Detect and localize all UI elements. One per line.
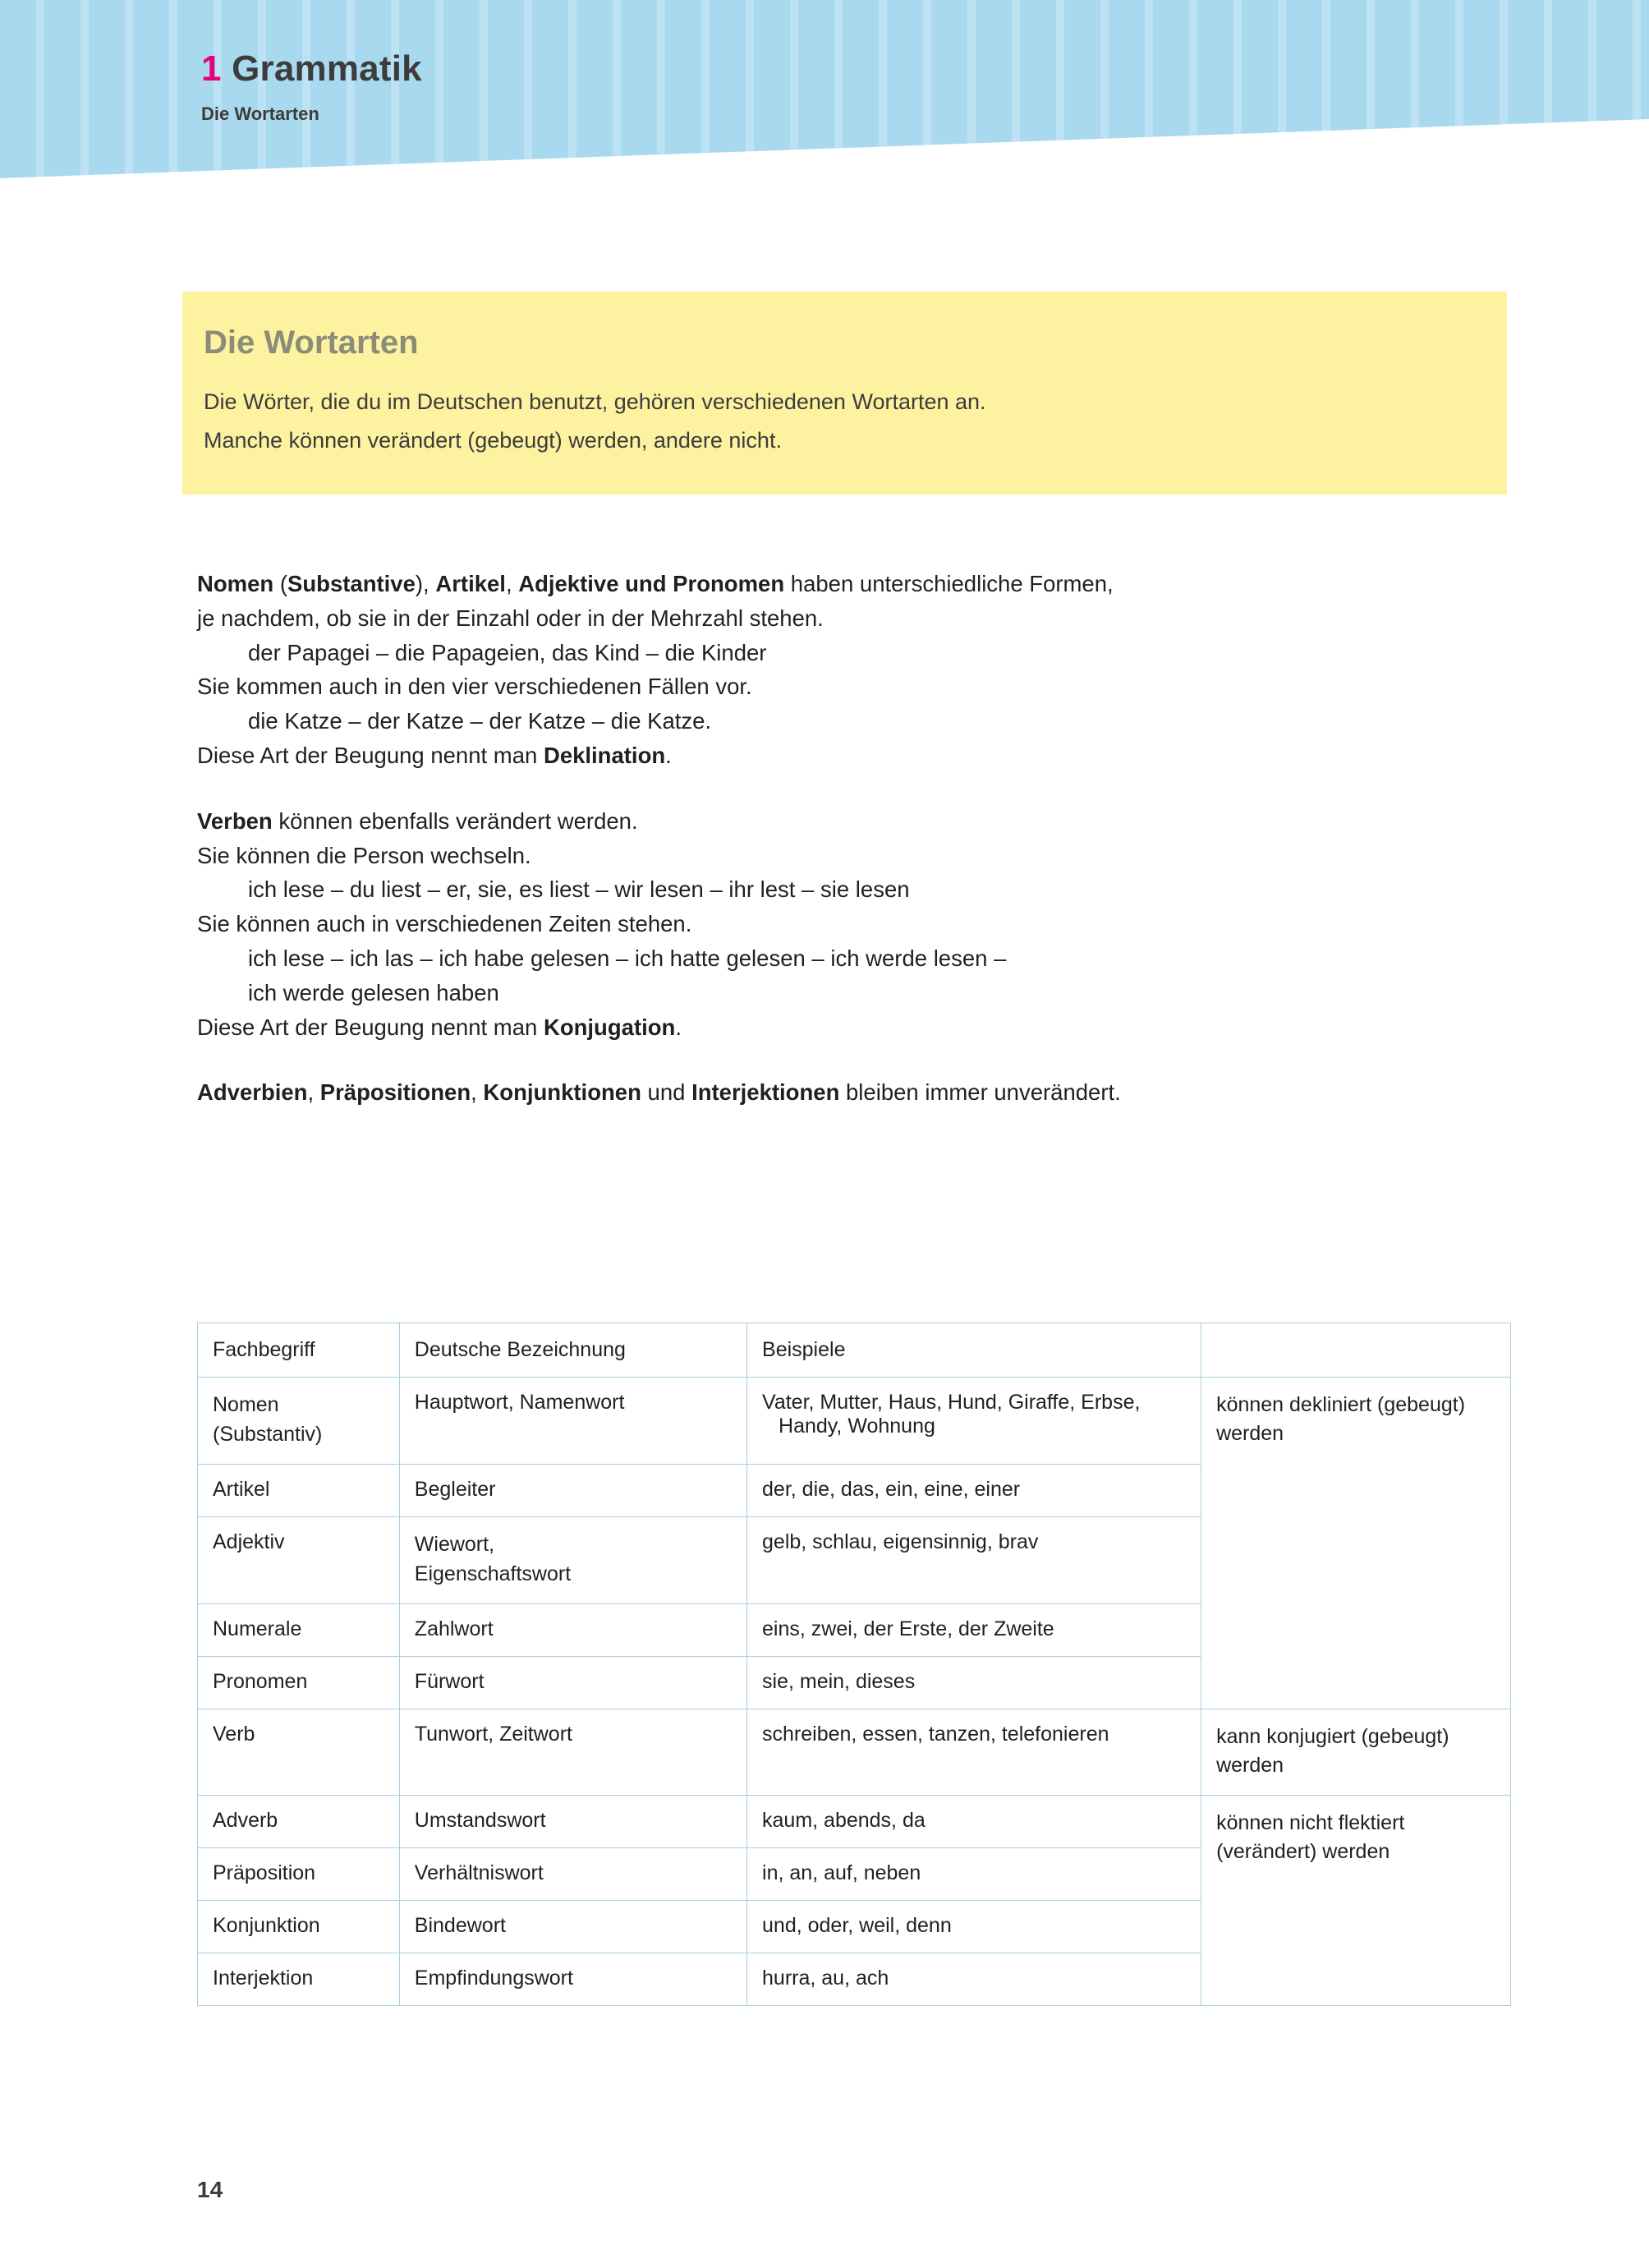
paragraph-konjugation — [197, 804, 1511, 1045]
note-konjugation: kann konjugiert (gebeugt) werden — [1201, 1709, 1511, 1796]
paragraph2-line3: Sie können auch in verschiedenen Zeiten stehen. — [197, 911, 692, 937]
examples-text: schreiben, essen, tanzen, telefonieren — [762, 1723, 1109, 1746]
cell-german: Tunwort, Zeitwort — [399, 1709, 746, 1796]
cell-examples — [747, 1709, 1201, 1796]
table-body — [198, 1378, 1511, 2006]
paragraph1-line1 — [197, 567, 1511, 601]
column-header-hinweis — [1201, 1323, 1511, 1378]
p3-sep-a: , — [307, 1079, 320, 1106]
column-header-fachbegriff: Fachbegriff — [198, 1323, 400, 1378]
paragraph-unveraenderlich — [197, 1075, 1511, 1110]
cell-german: Umstandswort — [399, 1796, 746, 1848]
paragraph2-example-1: ich lese – du liest – er, sie, es liest – wir lesen – ihr lest – sie lesen — [248, 876, 910, 903]
table-row — [198, 1709, 1511, 1796]
cell-german: Begleiter — [399, 1465, 746, 1517]
note-unveraenderlich: können nicht flektiert (verändert) werden — [1201, 1796, 1511, 2006]
p1-line4-start: Diese Art der Beugung nennt man — [197, 742, 544, 768]
cell-examples: sie, mein, dieses — [747, 1657, 1201, 1709]
paragraph2-example-2b: ich werde gelesen haben — [248, 979, 499, 1005]
examples-text: Vater, Mutter, Haus, Hund, Giraffe, Erbse, Handy, Wohnung — [762, 1391, 1141, 1438]
p2-line4-start: Diese Art der Beugung nennt man — [197, 1014, 544, 1040]
term-adverbien: Adverbien — [197, 1079, 308, 1106]
p3-rest: bleiben immer unverändert. — [839, 1079, 1121, 1106]
cell-german: Hauptwort, Namenwort — [399, 1378, 746, 1465]
intro-line-1: Die Wörter, die du im Deutschen benutzt, gehören verschiedenen Wortarten an. — [204, 389, 986, 414]
intro-title: Die Wortarten — [204, 324, 419, 361]
cell-term: Verb — [198, 1709, 400, 1796]
wortarten-table — [197, 1323, 1511, 2006]
chapter-heading — [201, 48, 422, 89]
cell-term: Konjunktion — [198, 1901, 400, 1953]
cell-german: Empfindungswort — [399, 1953, 746, 2006]
cell-term: Präposition — [198, 1848, 400, 1901]
cell-german: Fürwort — [399, 1657, 746, 1709]
term-artikel: Artikel — [435, 571, 506, 596]
column-header-beispiele: Beispiele — [747, 1323, 1201, 1378]
paragraph-deklination — [197, 567, 1511, 773]
term-interjektionen: Interjektionen — [691, 1079, 840, 1106]
paragraph1-line4 — [197, 738, 1511, 773]
cell-term: Numerale — [198, 1604, 400, 1657]
p3-sep-c: und — [641, 1079, 692, 1106]
p2-line1-rest: können ebenfalls verändert werden. — [272, 807, 638, 834]
cell-examples — [747, 1378, 1201, 1465]
p1-mid-a: ( — [273, 571, 288, 596]
paragraph2-line2: Sie können die Person wechseln. — [197, 842, 531, 868]
cell-german: Bindewort — [399, 1901, 746, 1953]
p1-mid-c: , — [505, 571, 519, 596]
body-copy — [197, 567, 1511, 1110]
cell-examples: kaum, abends, da — [747, 1796, 1201, 1848]
intro-box — [182, 292, 1507, 495]
term-deklination: Deklination — [543, 742, 666, 768]
cell-examples: und, oder, weil, denn — [747, 1901, 1201, 1953]
cell-examples: eins, zwei, der Erste, der Zweite — [747, 1604, 1201, 1657]
cell-german — [399, 1517, 746, 1604]
table-row — [198, 1378, 1511, 1465]
paragraph1-example-1: der Papagei – die Papageien, das Kind – die Kinder — [248, 639, 767, 665]
term-nomen: Nomen — [197, 571, 274, 596]
p1-mid-b: ), — [415, 571, 436, 596]
p2-line4-end: . — [675, 1014, 682, 1040]
cell-german: Zahlwort — [399, 1604, 746, 1657]
note-deklination: können dekliniert (gebeugt) werden — [1201, 1378, 1511, 1709]
chapter-title: Grammatik — [232, 48, 422, 89]
table-row — [198, 1796, 1511, 1848]
page-number: 14 — [197, 2177, 223, 2202]
paragraph1-line3: Sie kommen auch in den vier verschiedenen Fällen vor. — [197, 674, 752, 700]
paragraph1-example-2: die Katze – der Katze – der Katze – die Katze. — [248, 708, 712, 734]
chapter-subtitle: Die Wortarten — [201, 104, 319, 124]
cell-term: Interjektion — [198, 1953, 400, 2006]
cell-term: Adjektiv — [198, 1517, 400, 1604]
p1-line4-end: . — [665, 742, 672, 768]
cell-examples: gelb, schlau, eigensinnig, brav — [747, 1517, 1201, 1604]
cell-examples: der, die, das, ein, eine, einer — [747, 1465, 1201, 1517]
p1-line1-rest: haben unterschiedliche Formen, — [784, 571, 1114, 596]
term-praepositionen: Präpositionen — [319, 1079, 471, 1106]
paragraph2-line4 — [197, 1010, 1511, 1045]
cell-term: Artikel — [198, 1465, 400, 1517]
paragraph3-line1 — [197, 1075, 1511, 1110]
term-verben: Verben — [197, 807, 273, 834]
german-line-1: Wiewort, — [414, 1533, 495, 1556]
intro-line-2: Manche können verändert (gebeugt) werden, andere nicht. — [204, 428, 782, 453]
page-header — [0, 0, 1649, 251]
cell-examples: hurra, au, ach — [747, 1953, 1201, 2006]
table-header-row — [198, 1323, 1511, 1378]
term-line-1: Nomen — [213, 1393, 279, 1416]
term-konjunktionen: Konjunktionen — [483, 1079, 641, 1106]
term-substantive: Substantive — [287, 571, 416, 596]
header-text-block — [201, 48, 422, 125]
cell-term: Pronomen — [198, 1657, 400, 1709]
cell-examples: in, an, auf, neben — [747, 1848, 1201, 1901]
p3-sep-b: , — [471, 1079, 484, 1106]
paragraph1-line2: je nachdem, ob sie in der Einzahl oder in der Mehrzahl stehen. — [197, 605, 824, 631]
cell-german: Verhältniswort — [399, 1848, 746, 1901]
paragraph2-line1 — [197, 804, 1511, 839]
term-line-2: (Substantiv) — [213, 1422, 323, 1446]
cell-term: Adverb — [198, 1796, 400, 1848]
wortarten-table-container — [197, 1323, 1511, 2006]
german-line-2: Eigenschaftswort — [414, 1562, 572, 1585]
term-konjugation: Konjugation — [543, 1014, 676, 1040]
paragraph2-example-2a: ich lese – ich las – ich habe gelesen – ich hatte gelesen – ich werde lesen – — [248, 945, 1007, 971]
term-adjektive-pronomen: Adjektive und Pronomen — [518, 571, 785, 596]
chapter-number: 1 — [201, 48, 222, 89]
column-header-deutsche-bezeichnung: Deutsche Bezeichnung — [399, 1323, 746, 1378]
cell-term — [198, 1378, 400, 1465]
table-head — [198, 1323, 1511, 1378]
